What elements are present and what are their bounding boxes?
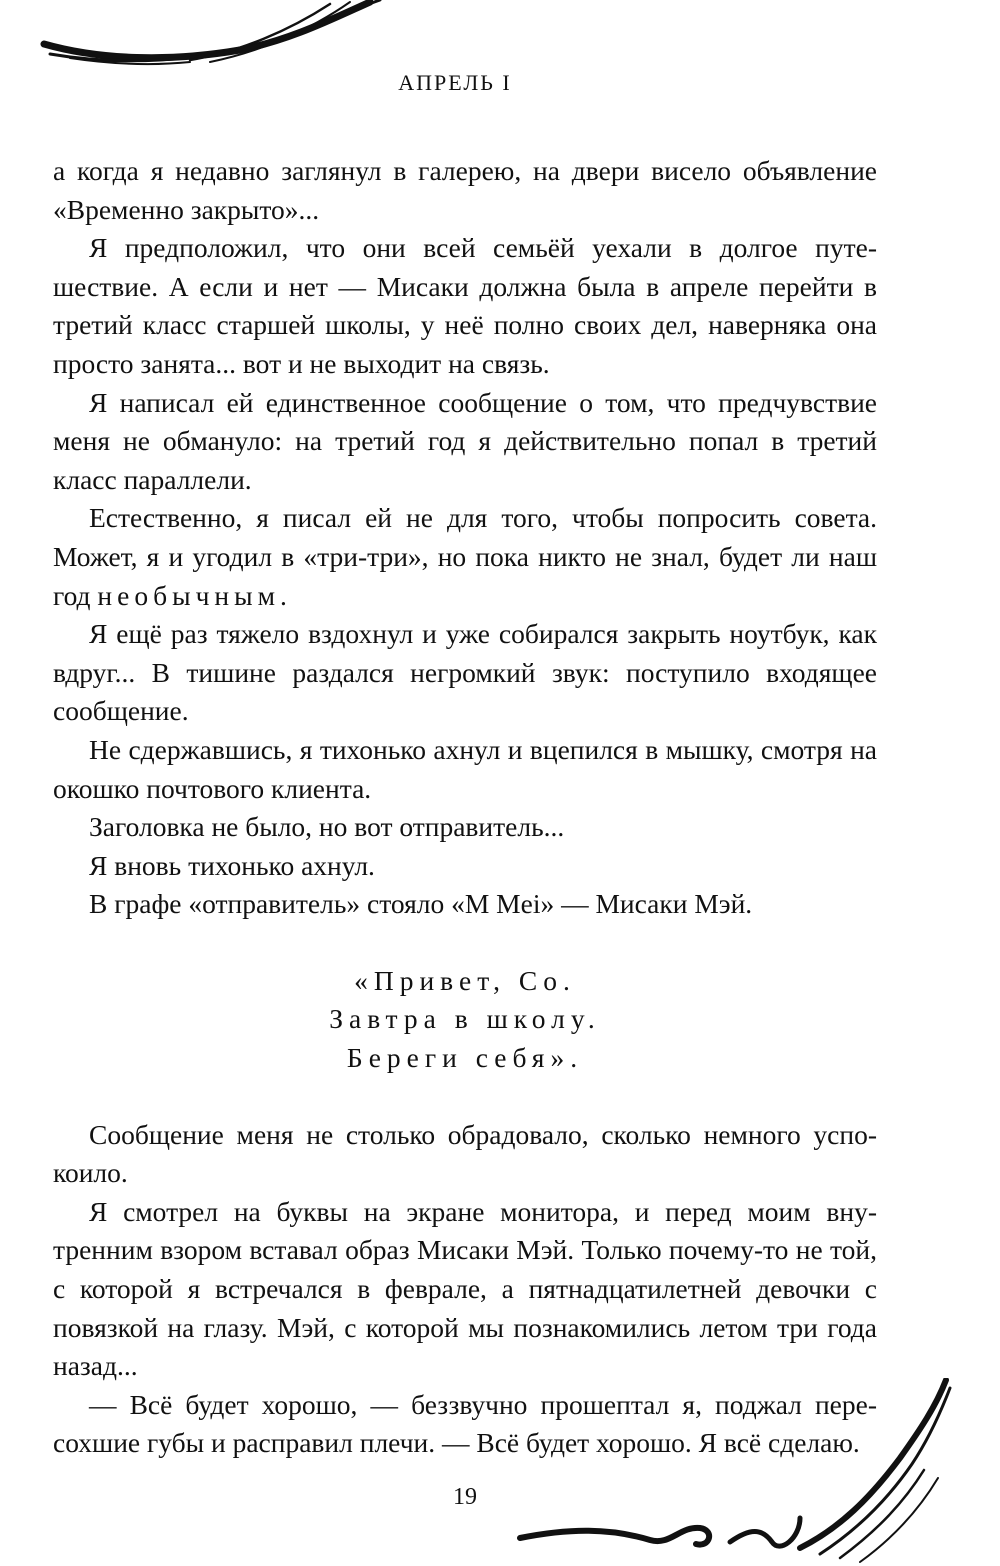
paragraph-text: Я вновь тихонько ахнул. (89, 849, 375, 881)
paragraph-text: Я ещё раз тяжело вздохнул и уже собирался закрыть ноутбук, как вдруг... В тишине раздался негромкий звук: поступило входящее сообщение. (53, 618, 877, 727)
paragraph-text: Сообщение меня не столько обрадовало, сколько немного успокоило. (53, 1118, 877, 1189)
message-line: Береги себя». (346, 1042, 584, 1074)
paragraph (53, 1116, 877, 1193)
paragraph-text: Заголовка не было, но вот отправитель... (89, 811, 565, 843)
paragraph-text: Естественно, я писал ей не для того, чтобы попросить совета. Может, я и угодил в «три-три», но пока никто не знал, будет ли наш год (53, 502, 877, 611)
paragraph (53, 499, 877, 615)
paragraph-text: а когда я недавно заглянул в галерею, на двери висело объявление «Временно закрыто»... (53, 155, 877, 225)
paragraph-text: — Всё будет хорошо, — беззвучно прошептал я, поджал пересохшие губы и расправил плечи. — Всё будет хорошо. Я всё сделаю. (53, 1388, 877, 1459)
paragraph-text: Я предположил, что они всей семьёй уехали в долгое путешествие. А если и нет — Мисаки должна была в апреле перейти в третий класс старшей школы, у неё полно своих дел, наверняка она просто занята... вот и не выходит на связь. (53, 232, 877, 379)
paragraph (53, 847, 877, 886)
paragraph (53, 1193, 877, 1386)
page-number: 19 (453, 1484, 477, 1510)
paragraphs-before-message (53, 152, 877, 924)
paragraph (53, 615, 877, 731)
paragraph (53, 384, 877, 500)
paragraph (53, 229, 877, 383)
paragraph (53, 885, 877, 924)
top-ornament-flourish (40, 0, 400, 80)
paragraph-text: Не сдержавшись, я тихонько ахнул и вцепился в мышку, смотря на окошко почтового клиента. (53, 733, 877, 804)
emphasized-word: необычным (97, 579, 280, 611)
paragraph-text: Я смотрел на буквы на экране монитора, и перед моим внутренним взором вставал образ Мисаки Мэй. Только почему-то не той, с которой я встречался в феврале, а пятнадцатилетней девочки с повязкой на глазу. Мэй, с которой мы познакомились летом три года назад... (53, 1195, 877, 1382)
message-line: «Привет, Со. (354, 964, 576, 996)
bottom-ornament-flourish (500, 1378, 960, 1566)
paragraph-text: Я написал ей единственное сообщение о том, что предчувствие меня не обмануло: на третий год я действительно попал в третий класс параллели. (53, 386, 877, 495)
paragraph (53, 152, 877, 229)
paragraph (53, 808, 877, 847)
paragraph (53, 731, 877, 808)
paragraph-text: . (280, 579, 287, 611)
message-quote (53, 962, 877, 1078)
running-head: АПРЕЛЬ I (398, 70, 512, 95)
paragraph-text: В графе «отправитель» стояло «M Mei» — Мисаки Мэй. (89, 888, 753, 920)
message-line: Завтра в школу. (329, 1003, 601, 1035)
body-text (53, 152, 877, 1463)
